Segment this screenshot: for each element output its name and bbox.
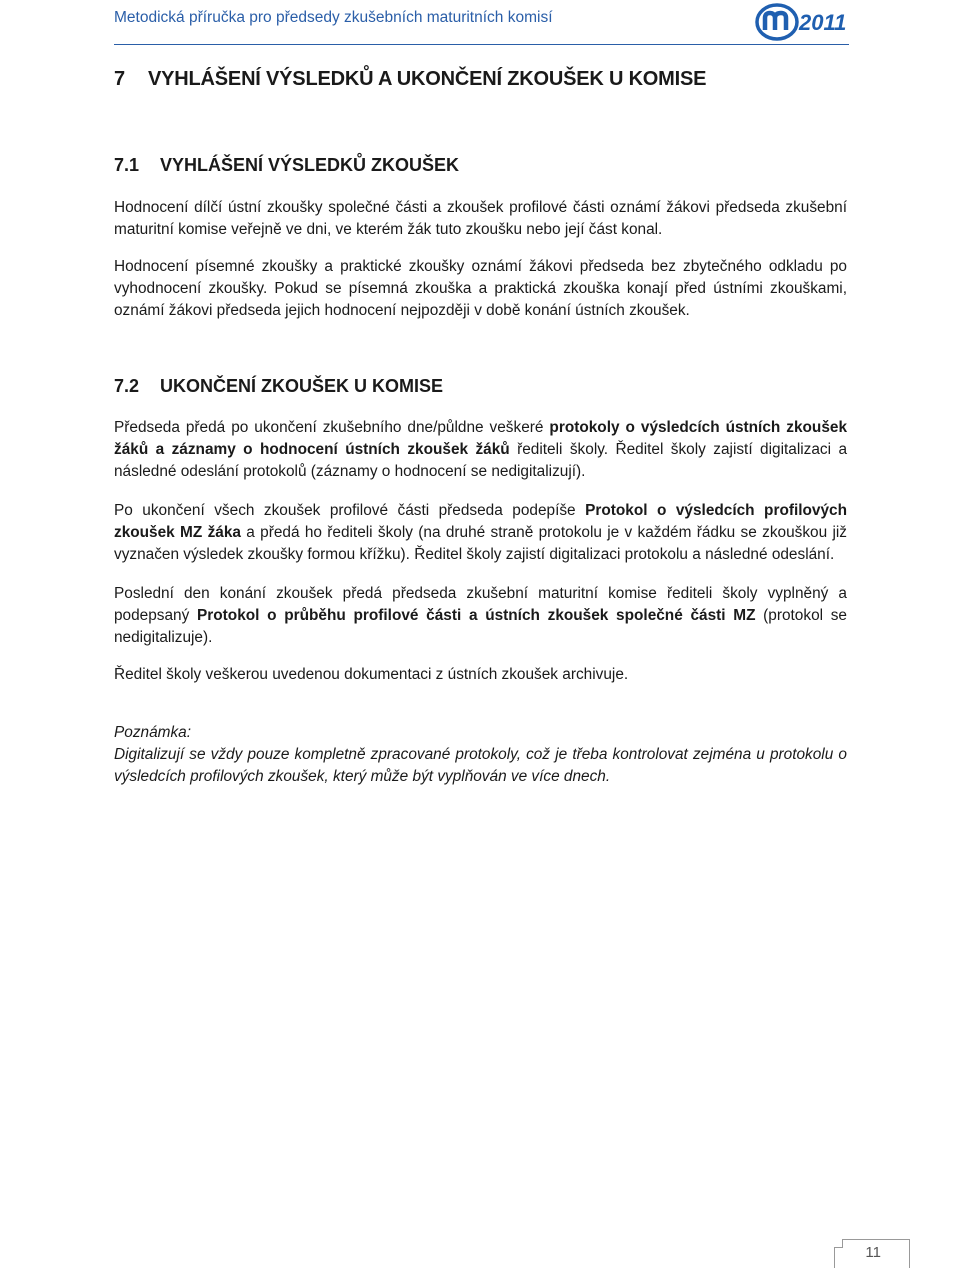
page-header (114, 0, 849, 45)
paragraph: Po ukončení všech zkoušek profilové části předseda podepíše Protokol o výsledcích profilových zkoušek MZ žáka a předá ho řediteli školy (na druhé straně protokolu je v každém řádku se zkouškou již vyznačen výsledek zkoušky formou křížku). Ředitel školy zajistí digitalizaci protokolu a následné odeslání. (114, 502, 848, 563)
header-title: Metodická příručka pro předsedy zkušebních maturitních komisí (114, 9, 553, 26)
svg-text:2011: 2011 (799, 10, 847, 35)
paragraph: Hodnocení dílčí ústní zkoušky společné části a zkoušek profilové části oznámí žákovi předseda zkušební maturitní komise veřejně ve dni, ve kterém žák tuto zkoušku nebo její část konal. (114, 199, 847, 238)
chapter-title: VYHLÁŠENÍ VÝSLEDKŮ A UKONČENÍ ZKOUŠEK U KOMISE (148, 68, 707, 90)
note-label: Poznámka: (114, 724, 191, 741)
section-heading (114, 376, 847, 397)
paragraph: Poslední den konání zkoušek předá předseda zkušební maturitní komise řediteli školy vyplněný a podepsaný Protokol o průběhu profilové části a ústních zkoušek společné části MZ (protokol se nedigitalizuje). (114, 585, 847, 646)
paragraph: Ředitel školy veškerou uvedenou dokumentaci z ústních zkoušek archivuje. (114, 666, 629, 683)
bold-text: protokoly o výsledcích ústních zkoušek žáků a záznamy o hodnocení ústních zkoušek žáků (114, 419, 847, 458)
section-number: 7.1 (114, 155, 140, 175)
section-title: UKONČENÍ ZKOUŠEK U KOMISE (160, 376, 444, 396)
note-text: Digitalizují se vždy pouze kompletně zpracované protokoly, což je třeba kontrolovat zejména u protokolu o výsledcích profilových zkoušek, který může být vyplňován ve více dnech. (114, 746, 847, 785)
bold-text: Protokol o průběhu profilové části a ústních zkoušek společné části MZ (197, 607, 756, 624)
page-number: 11 (865, 1244, 881, 1261)
page-number-box (834, 1239, 910, 1268)
chapter-heading (114, 68, 847, 91)
section-heading (114, 155, 847, 176)
bold-text: Protokol o výsledcích profilových zkoušek MZ žáka (114, 502, 848, 541)
paragraph: Předseda předá po ukončení zkušebního dne/půldne veškeré protokoly o výsledcích ústních zkoušek žáků a záznamy o hodnocení ústních zkoušek žáků řediteli školy. Ředitel školy zajistí digitalizaci a následné odeslání protokolů (záznamy o hodnocení se nedigitalizují). (114, 419, 847, 480)
page-content (114, 64, 847, 788)
paragraph: Hodnocení písemné zkoušky a praktické zkoušky oznámí žákovi předseda bez zbytečného odkladu po vyhodnocení zkoušky. Pokud se písemná zkouška a praktická zkouška konají před ústními zkouškami, oznámí žákovi předseda jejich hodnocení nejpozději v době konání ústních zkoušek. (114, 258, 847, 319)
section-number: 7.2 (114, 376, 140, 396)
m2011-logo (755, 1, 853, 41)
chapter-number: 7 (114, 68, 125, 90)
section-title: VYHLÁŠENÍ VÝSLEDKŮ ZKOUŠEK (160, 155, 460, 175)
